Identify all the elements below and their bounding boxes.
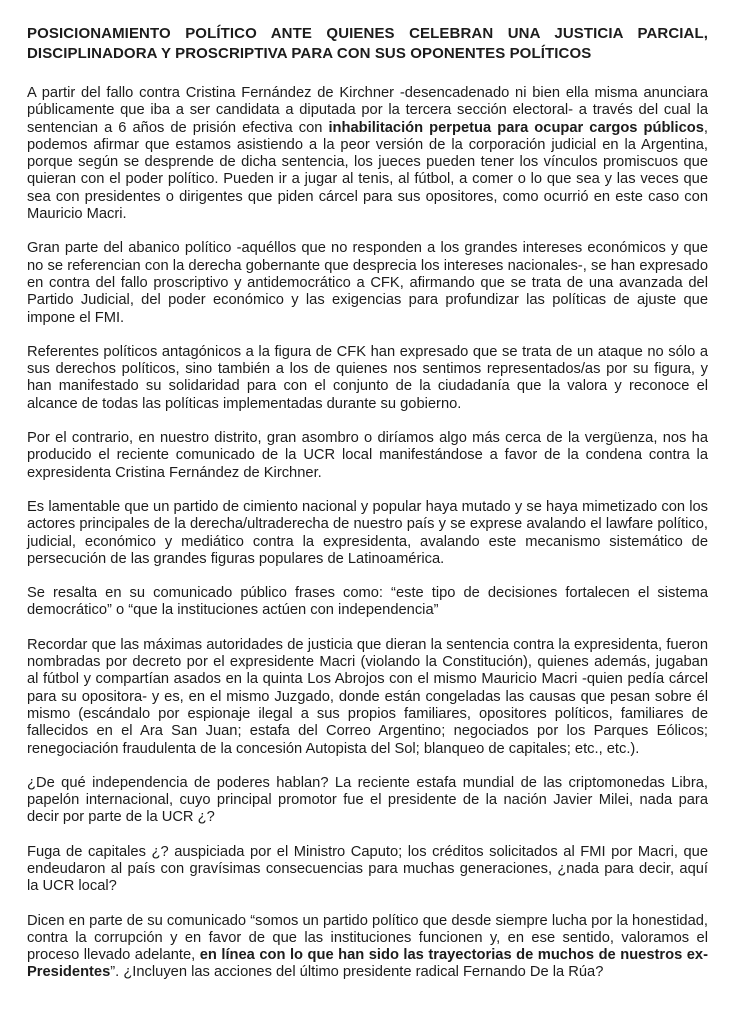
- text-run: ”. ¿Incluyen las acciones del último presidente radical Fernando De la Rúa?: [110, 964, 604, 981]
- text-run: Se resalta en su comunicado público frases como: “este tipo de decisiones fortalecen el sistema democrático” o “que la instituciones actúen con independencia”: [27, 585, 708, 619]
- paragraph-lamentable: [27, 499, 708, 568]
- paragraph-comunicado-frases: [27, 585, 708, 620]
- text-run: Dicen en parte de su comunicado “somos un partido político que desde siempre lucha por la honestidad, contra la corrupción y en favor de que las instituciones funcionen y, en ese sentido, valoramos el proceso llevado adelante,: [27, 912, 708, 964]
- paragraph-recordar-autoridades: [27, 637, 708, 758]
- document-title: POSICIONAMIENTO POLÍTICO ANTE QUIENES CELEBRAN UNA JUSTICIA PARCIAL, DISCIPLINADORA Y PROSCRIPTIVA PARA CON SUS OPONENTES POLÍTICOS: [27, 25, 708, 62]
- text-run: Recordar que las máximas autoridades de justicia que dieran la sentencia contra la expresidenta, fueron nombradas por decreto por el expresidente Macri (violando la Constitución), quienes además, jugaban al fútbol y compartían asados en la quinta Los Abrojos con el mismo Mauricio Macri -quien pedía cárcel para su opositora- y es, en el mismo Juzgado, donde están congeladas las causas que pesan sobre él mismo (escándalo por espionaje ilegal a sus propios familiares, opositores políticos, familiares de fallecidos en el Ara San Juan; estafa del Correo Argentino; negociados por los Parques Eólicos; renegociación fraudulenta de la concesión Autopista del Sol; blanqueo de capitales; etc., etc.).: [27, 636, 708, 757]
- paragraph-fallo-cfk: [27, 85, 708, 223]
- paragraph-independencia-poderes: [27, 775, 708, 827]
- text-run: Referentes políticos antagónicos a la figura de CFK han expresado que se trata de un ataque no sólo a sus derechos políticos, sino también a los de quienes nos sentimos representados/as por su figura, y han manifestado su solidaridad para con el conjunto de la ciudadanía que la valora y reconoce el alcance de todas las políticas implementadas durante su gobierno.: [27, 343, 708, 412]
- paragraph-contrario-distrito: [27, 430, 708, 482]
- text-run: Es lamentable que un partido de cimiento nacional y popular haya mutado y se haya mimetizado con los actores principales de la derecha/ultraderecha de nuestro país y se exprese avalando el lawfare político, judicial, económico y mediático contra la expresidenta, avalando este mecanismo sistemático de persecución de las grandes figuras populares de Latinoamérica.: [27, 498, 708, 567]
- text-run-bold: en línea con lo que han sido las trayectorias de muchos de nuestros ex-Presidentes: [27, 947, 708, 981]
- text-run: A partir del fallo contra Cristina Fernández de Kirchner -desencadenado ni bien ella misma anunciara públicamente que iba a ser candidata a diputada por la tercera sección electoral- a través del cual la sentencian a 6 años de prisión efectiva con: [27, 85, 708, 136]
- text-run: , podemos afirmar que estamos asistiendo a la peor versión de la corporación judicial en la Argentina, porque según se desprende de dicha sentencia, los jueces pueden tener los vínculos promiscuos que quieran con el poder político. Pueden ir a jugar al tenis, al fútbol, a comer o lo que sea y las veces que sea con presidentes o dirigentes que piden cárcel para sus opositores, como ocurrió en este caso con Mauricio Macri.: [27, 119, 708, 223]
- text-run: Por el contrario, en nuestro distrito, gran asombro o diríamos algo más cerca de la vergüenza, nos ha producido el reciente comunicado de la UCR local manifestándose a favor de la condena contra la expresidenta Cristina Fernández de Kirchner.: [27, 430, 708, 481]
- paragraph-dicen-comunicado: [27, 913, 708, 982]
- text-run-bold: inhabilitación perpetua para ocupar cargos públicos: [328, 119, 704, 136]
- paragraph-referentes: [27, 344, 708, 413]
- paragraph-fuga-capitales: [27, 844, 708, 896]
- text-run: Fuga de capitales ¿? auspiciada por el Ministro Caputo; los créditos solicitados al FMI por Macri, que endeudaron al país con gravísimas consecuencias para muchas generaciones, ¿nada para decir, aquí la UCR local?: [27, 843, 708, 895]
- text-run: ¿De qué independencia de poderes hablan? La reciente estafa mundial de las criptomonedas Libra, papelón internacional, cuyo principal promotor fue el presidente de la nación Javier Milei, nada para decir por parte de la UCR ¿?: [27, 774, 708, 826]
- text-run: Gran parte del abanico político -aquéllos que no responden a los grandes intereses económicos y que no se referencian con la derecha gobernante que desprecia los intereses nacionales-, se han expresado en contra del fallo proscriptivo y antidemocrático a CFK, afirmando que se trata de una avanzada del Partido Judicial, del poder económico y las exigencias para profundizar las políticas de ajuste que impone el FMI.: [27, 240, 708, 326]
- paragraph-abanico-politico: [27, 240, 708, 326]
